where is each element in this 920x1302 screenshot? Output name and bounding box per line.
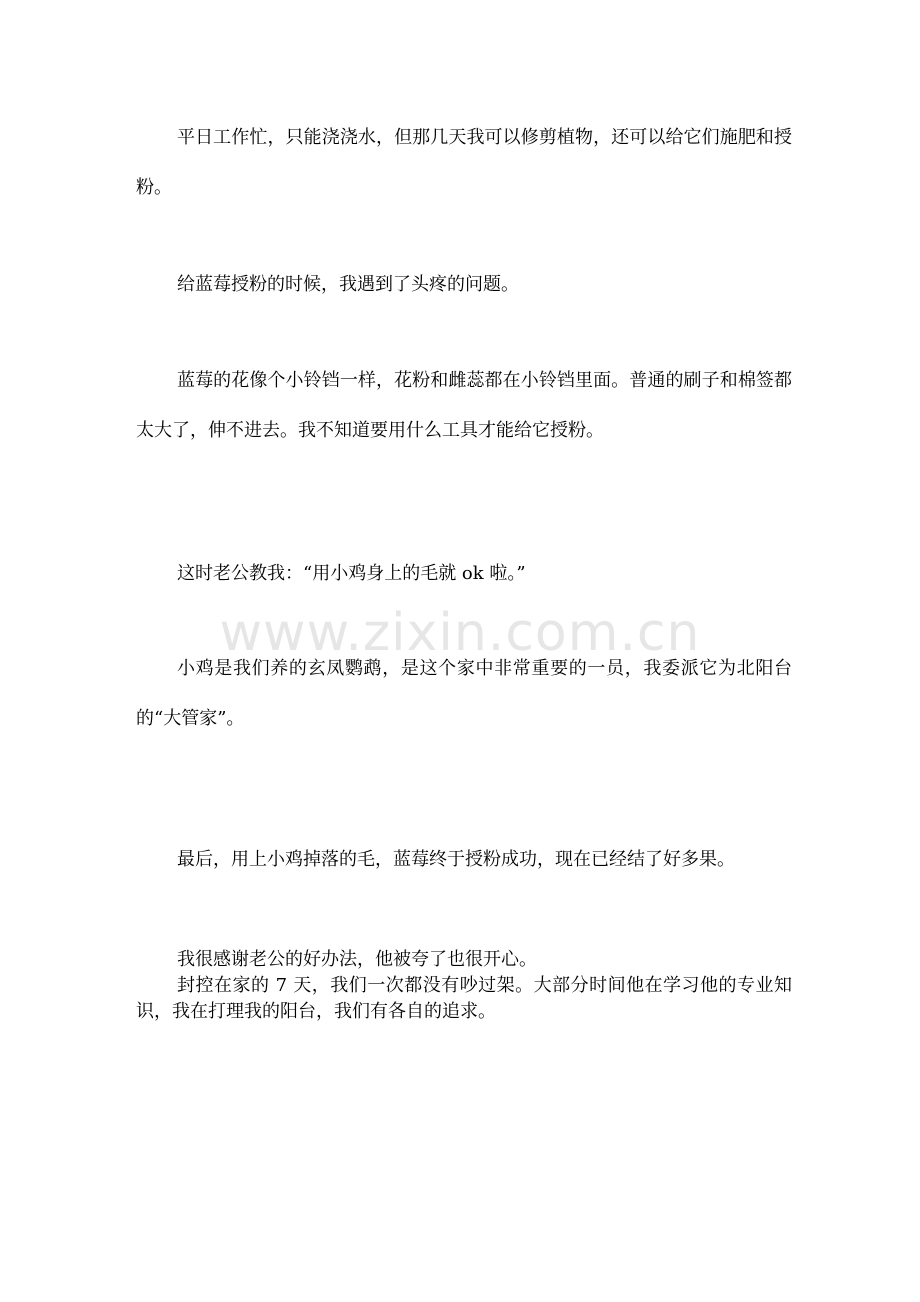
paragraph-3: 蓝莓的花像个小铃铛一样，花粉和雌蕊都在小铃铛里面。普通的刷子和棉签都太大了，伸不进去。我不知道要用什么工具才能给它授粉。 (136, 370, 792, 441)
paragraph-8: 封控在家的 7 天，我们一次都没有吵过架。大部分时间他在学习他的专业知识，我在打理我的阳台，我们有各自的追求。 (136, 975, 792, 1022)
watermark: www.zixin.com.cn (219, 603, 701, 663)
paragraph-7: 我很感谢老公的好办法，他被夸了也很开心。 (177, 949, 537, 970)
paragraph-2: 给蓝莓授粉的时候，我遇到了头疼的问题。 (177, 274, 519, 295)
paragraph-6: 最后，用上小鸡掉落的毛，蓝莓终于授粉成功，现在已经结了好多果。 (177, 849, 735, 870)
paragraph-4: 这时老公教我：“用小鸡身上的毛就 ok 啦。” (177, 563, 526, 584)
paragraph-5: 小鸡是我们养的玄凤鹦鹉，是这个家中非常重要的一员，我委派它为北阳台的“大管家”。 (136, 658, 792, 729)
paragraph-1: 平日工作忙，只能浇浇水，但那几天我可以修剪植物，还可以给它们施肥和授粉。 (136, 127, 792, 198)
